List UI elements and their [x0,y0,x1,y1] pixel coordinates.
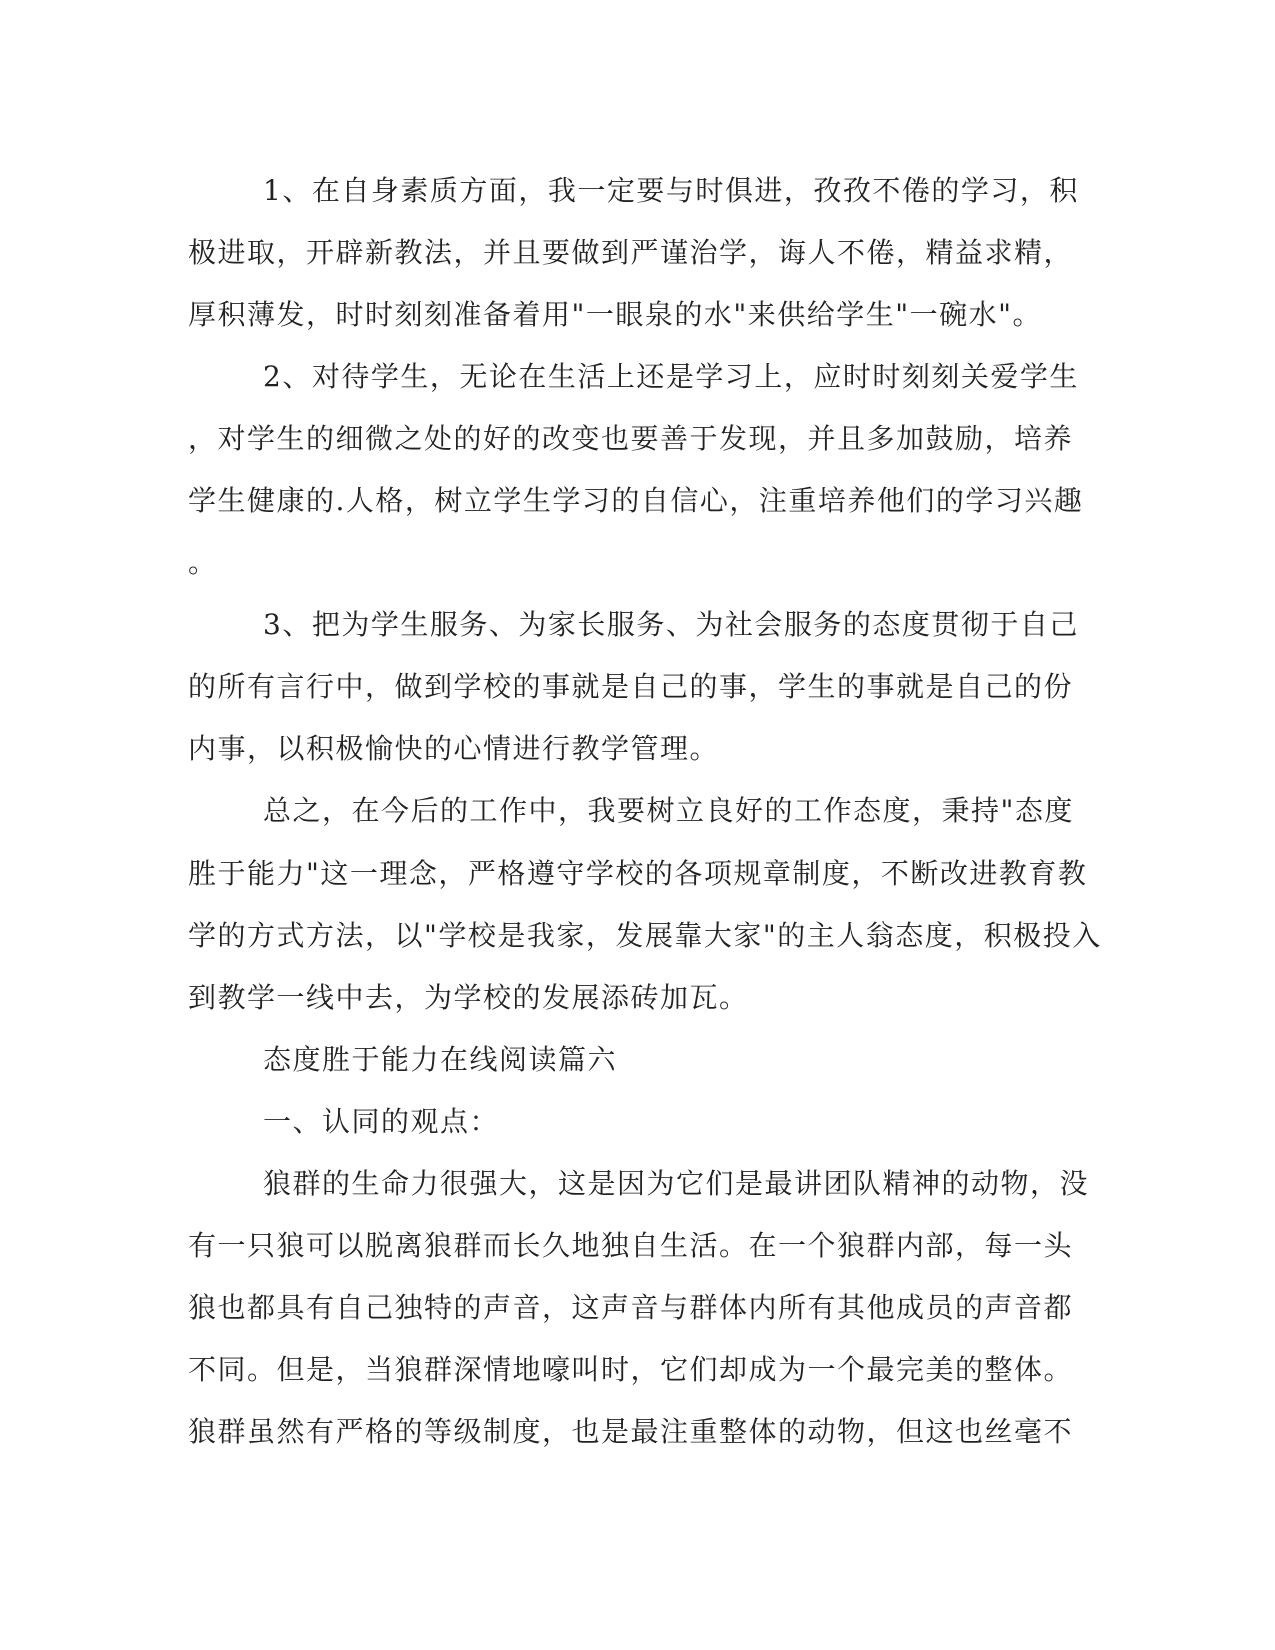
subsection-heading: 一、认同的观点： [263,1104,500,1138]
paragraph-2-line-3: 学生健康的.人格，树立学生学习的自信心，注重培养他们的学习兴趣 [188,484,1084,518]
paragraph-2-line-2: ，对学生的细微之处的好的改变也要善于发现，并且多加鼓励，培养 [188,422,1074,456]
paragraph-4-line-2: 胜于能力"这一理念，严格遵守学校的各项规章制度，不断改进教育教 [188,856,1088,890]
paragraph-3-line-1: 3、把为学生服务、为家长服务、为社会服务的态度贯彻于自己 [263,608,1079,642]
paragraph-4-line-1: 总之，在今后的工作中，我要树立良好的工作态度，秉持"态度 [263,794,1074,828]
paragraph-5-line-2: 有一只狼可以脱离狼群而长久地独自生活。在一个狼群内部，每一头 [188,1228,1074,1262]
paragraph-5-line-4: 不同。但是，当狼群深情地嚎叫时，它们却成为一个最完美的整体。 [188,1352,1074,1386]
paragraph-1-line-2: 极进取，开辟新教法，并且要做到严谨治学，诲人不倦，精益求精， [188,236,1074,270]
paragraph-1-line-1: 1、在自身素质方面，我一定要与时俱进，孜孜不倦的学习，积 [263,174,1079,207]
paragraph-5-line-1: 狼群的生命力很强大，这是因为它们是最讲团队精神的动物，没 [263,1166,1090,1200]
paragraph-4-line-3: 学的方式方法，以"学校是我家，发展靠大家"的主人翁态度，积极投入 [188,918,1102,952]
paragraph-2-line-4: 。 [188,546,218,580]
paragraph-2-line-1: 2、对待学生，无论在生活上还是学习上，应时时刻刻关爱学生 [263,360,1079,394]
section-heading: 态度胜于能力在线阅读篇六 [263,1042,618,1076]
paragraph-3-line-3: 内事，以积极愉快的心情进行教学管理。 [188,732,720,766]
paragraph-1-line-3: 厚积薄发，时时刻刻准备着用"一眼泉的水"来供给学生"一碗水"。 [188,298,1043,332]
document-body [188,160,1102,1463]
paragraph-5-line-3: 狼也都具有自己独特的声音，这声音与群体内所有其他成员的声音都 [188,1290,1074,1324]
paragraph-4-line-4: 到教学一线中去，为学校的发展添砖加瓦。 [188,980,749,1014]
paragraph-3-line-2: 的所有言行中，做到学校的事就是自己的事，学生的事就是自己的份 [188,670,1074,704]
paragraph-5-line-5: 狼群虽然有严格的等级制度，也是最注重整体的动物，但这也丝毫不 [188,1414,1074,1448]
